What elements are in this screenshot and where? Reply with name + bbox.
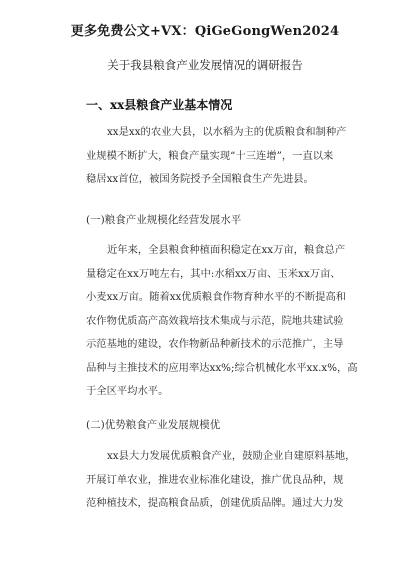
paragraph-line: 近年来，全县粮食种植面积稳定在xx万亩，粮食总产 (107, 244, 346, 256)
paragraph-line: 于全区平均水平。 (86, 385, 169, 397)
paragraph-line: 稳居xx首位，被国务院授予全国粮食生产先进县。 (86, 173, 314, 185)
subsection-paragraph (86, 239, 358, 404)
document-title: 关于我县粮食产业发展情况的调研报告 (107, 58, 303, 72)
paragraph-line: 农作物优质高产高效栽培技术集成与示范，院地共建试验 (86, 314, 344, 327)
paragraph-line: 小麦xx万亩。随着xx优质粮食作物育种水平的不断提高和 (86, 291, 347, 303)
paragraph-line: 业规模不断扩大，粮食产量实现“十三连增”，一直以来 (86, 149, 334, 162)
intro-paragraph (86, 121, 347, 192)
paragraph-line: 开展订单农业，推进农业标准化建设，推广优良品种，规 (86, 473, 344, 486)
subsection-heading: (一)粮食产业规模化经营发展水平 (86, 214, 242, 226)
section-heading: 一、xx县粮食产业基本情况 (86, 98, 233, 112)
paragraph-line: xx县大力发展优质粮食产业，鼓励企业自建原料基地， (107, 450, 356, 462)
paragraph-line: 范种植技术，提高粮食品质，创建优质品牌。通过大力发 (86, 497, 344, 509)
paragraph-line: 示范基地的建设，农作物新品种新技术的示范推广，主导 (86, 338, 344, 350)
paragraph-line: xx是xx的农业大县，以水稻为主的优质粮食和制种产 (107, 126, 347, 138)
subsection-heading: (二)优势粮食产业发展规模优 (86, 419, 221, 431)
subsection-paragraph (86, 445, 356, 516)
paragraph-line: 品种与主推技术的应用率达xx%;综合机械化水平xx.x%，高 (86, 361, 358, 374)
paragraph-line: 量稳定在xx万吨左右，其中:水稻xx万亩、玉米xx万亩、 (86, 267, 341, 280)
watermark-text: 更多免费公文+VX：QiGeGongWen2024 (70, 24, 340, 39)
